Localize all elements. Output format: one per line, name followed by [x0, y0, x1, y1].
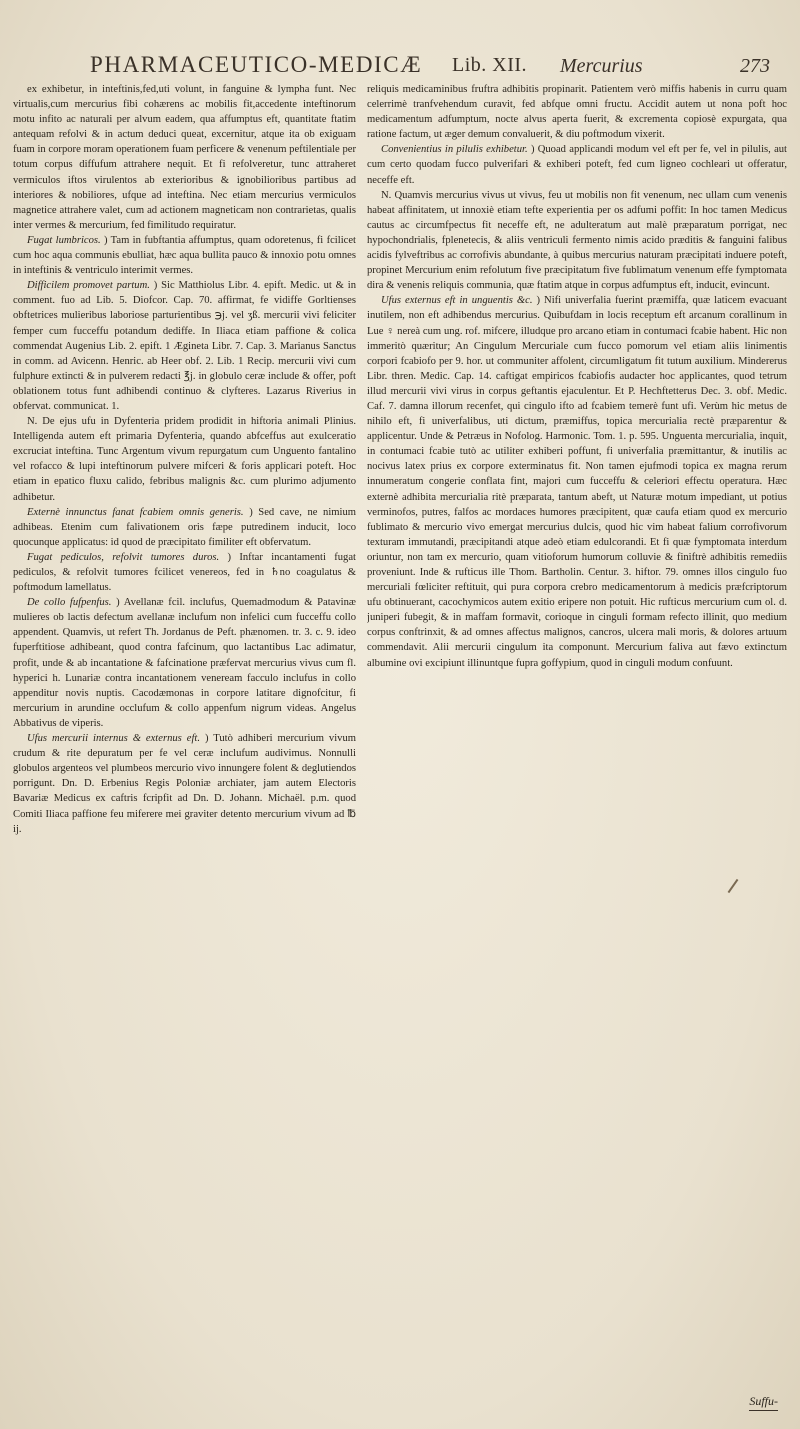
page-header — [90, 50, 780, 82]
section-topic: Mercurius — [560, 55, 643, 77]
paragraph-lead: Convenientius in pilulis exhibetur. — [381, 144, 528, 156]
paragraph-lead: Ufus mercurii internus & externus eft. — [27, 733, 200, 745]
left-column — [13, 82, 356, 1392]
right-column — [367, 82, 787, 1392]
paragraph: De collo fufpenfus. ) Avellanæ fcil. inclufus, Quemadmodum & Patavinæ mulieres ob lactis defectum avellanæ inclufum non infelici cum fucceffu collo appendent. Quamvis, ut refert Th. Jordanus de Peft. phænomen. tr. 3. c. 9. ideo fuperftitiose adhibeant, quod contra fafcinum, quo lactantibus Lac adimatur, profit, unde & ab incantatione & fafcinatione præfervat mercurius vivus cum fl. hyperici h. Lunariæ contra incantationem veneream facculo inclufus in collo appenditur novis nuptis. Cacodæmonas in corpore latitare dignofcitur, fi mercurium in arundine occlufum & collo appenfum nigrum videas. Angelus Abbativus de viperis. — [13, 597, 356, 729]
paragraph: Ufus mercurii internus & externus eft. ) Tutò adhiberi mercurium vivum crudum & rite depuratum per fe vel ceræ inclufum audivimus. Nonnulli globulos argenteos vel plumbeos mercurio vivo innungere folent & deglutiendos porrigunt. Dn. D. Erbenius Regis Poloniæ archiater, jam autem Electoris Bavariæ Medicus ex caftris fcripfit ad Dn. D. Johann. Michaël. p.m. quod Comiti Iliaca paffione feu miferere mei graviter detento mercurium vivum ad ℔ ij. — [13, 733, 356, 835]
book-number: Lib. XII. — [452, 54, 528, 76]
paragraph-lead: Fugat lumbricos. — [27, 234, 101, 246]
running-title: PHARMACEUTICO-MEDICÆ — [90, 52, 423, 77]
paragraph-lead: Ufus externus eft in unguentis &c. — [381, 295, 533, 307]
paragraph: Difficilem promovet partum. ) Sic Matthiolus Libr. 4. epift. Medic. ut & in comment. fuo ad Lib. 5. Diofcor. Cap. 70. affirmat, fe vidiffe Gorltienses obftetrices mulieribus laboriose parturientibus ℈j. vel ʒß. mercurii vivi feliciter femper cum fucceffu potandum dediffe. In Iliaca etiam paffione & colica commendat Augenius Lib. 2. epift. 1 Ægineta Libr. 7. Cap. 3. Marianus Sanctus in comm. ad Avicenn. Henric. ab Heer obf. 2. Lib. 1 Recip. mercurii vivi cum fulphure extincti & in pulverem redacti ℥j. in globulo ceræ include & offer, poft oblationem totus funt adhibendi continuo & clyfteres. Lazarus Riverius in obfervat. communicat. 1. — [13, 280, 356, 412]
catchword: Suffu- — [749, 1394, 778, 1411]
paragraph: ex exhibetur, in inteftinis,fed,uti volunt, in fanguine & lympha funt. Nec virtualis,cum mercurius fibi cohærens ac mobilis fit,accedente inteftinorum motu infito ac naturali per alvum eadem, qua affumptus eft, quantitate ftatim antequam refolvi & in actum deduci queat, excernitur, atque ita ob exiguam fuam in corpore moram operationem fuam perficere & venenum peftilentiale per totum corpus diffufum attrahere nequit. Et fi refolveretur, tunc attraheret vermiculos iftos virulentos ab exterioribus & ignobilioribus partibus ad interiores & nobiliores, ufque ad inteftina. Nec etiam mercurius vermiculos magnetice attrahere valet, cum ad actionem magneticam non contrarietas, qualis inter vermes & mercurium, fed fimilitudo requiratur. — [13, 84, 356, 231]
paragraph-lead: De collo fufpenfus. — [27, 597, 112, 609]
paragraph-lead: Difficilem promovet partum. — [27, 280, 150, 292]
paragraph: Convenientius in pilulis exhibetur. ) Quoad applicandi modum vel eft per fe, vel in pilulis, aut cum certo quodam fucco pulverifari & exhiberi poteft, fed cum ligneo cochleari ut offeratur, neceffe eft. — [367, 144, 787, 186]
paragraph: N. De ejus ufu in Dyfenteria pridem prodidit in hiftoria animali Plinius. Intelligenda autem eft primaria Dyfenteria, quando abfceffus aut exulceratio excruciat inteftina. Tunc Argentum vivum repurgatum cum Unguento fantalino vel rofacco & lupi inteftinorum pulvere mifceri & foris applicari poteft. Hoc etiam in epatico fluxu calido, febribus malignis &c. cum plurimo adjumento adhibetur. — [13, 416, 356, 503]
paragraph: Ufus externus eft in unguentis &c. ) Nifi univerfalia fuerint præmiffa, quæ laticem evacuant inutilem, non eft adhibendus mercurius. Quibufdam in locis receptum eft arcanum corallinum in Lue ♀ nereà cum ung. rof. mifcere, illudque pro arcano etiam in contumaci fcabie habent. Hic non immeritò quæritur; An Cingulum Mercuriale cum fucco pomorum vel etiam aliis linimentis corpori fcabiofo per 9. hor. ut communiter affolent, circumligatum fit tutum auxilium. Mindererus Libr. thren. Medic. Cap. 14. caftigat empiricos fcabiofis audacter hoc applicantes, quod tetrum illud mercurii vivi virus in corpus geftantis ejaculentur. Et P. Hechftetterus Dec. 3. obf. Medic. Caf. 7. damna illorum recenfet, qui cingulo ifto ad fcabiem temerè funt ufi. Verùm hic metus de nihilo eft, fi univerfalibus, uti dictum, præmiffus, topica mercurialia rectè præparentur & applicentur. Unde & Petræus in Nofolog. Harmonic. Tom. 1. p. 595. Unguenta mercurialia, inquit, in contumaci fcabie tutò ac utiliter exhiberi poffunt, fi univerfalia præmittantur, & inutilis ac nocivus latex prius ex corpore exterminatus fit. Non tamen ejufmodi topica ex magna rerum innumeratum congerie conflata fint, majori cum fucceffu & celeriori effectu operatura. Hæc externè adhibita mercurialia ritè præparata, tantum abeft, ut Naturæ motum impediant, ut potius verminofos, putres, falfos ac mordaces humores præcipitent, quæ caufa etiam quod ex mercurio fublimato & mercurio vivo emergat mercurius dulcis, quod hic vim habeat falium corrofivorum texturam immutandi, præcipitandi atque adeò etiam edulcorandi. Et fi quæ fymptomata interdum oriuntur, non tam ex mercurio, quam vitioforum humorum colluvie & finiftrè adhibitis remediis proveniunt. Inde & rufticus ille Thom. Bartholin. Centur. 3. hiftor. 79. omnes illos cingulo fuo mercuriali fœliciter reftituit, qui pura corpora crebro medicamentorum à medicis præfcriptorum ufu obtinuerant, cacochymicos autem exitio eripere non potuit. Hic rufticus mercurium cum ol. d. juniperi fubegit, & in maffam formavit, corioque in cinguli formam refecto illinit, quo medium corpus conftrinxit, & ad omnes affectus malignos, cancros, ulcera mali moris, & dolores artuum commendavit. Alii mercurii cingulum ita componunt. Mercurium faliva aut fævo extinctum albumine ovi excipiunt illinuntque fupra goffypium, quod in cinguli modum confuunt. — [367, 295, 787, 669]
paragraph: N. Quamvis mercurius vivus ut vivus, feu ut mobilis non fit venenum, nec ullam cum venenis habeat affinitatem, ut innoxiè etiam tefte experientia per os adfumi poffit: In hoc tamen Medicus cautus ac circumfpectus fit neceffe eft, ne adulteratum aut malè præparatum porrigat, nec hypochondrialis, fplenetecis, & aliis ventriculi fermento nimis acido præditis & fanguini falibus acidis fylveftribus ac corrofivis abundante, à quibus mercurius naturam præcipitati induere poteft, propinet Mercurium enim refolutum five præcipitatum five fublimatum venenum effe fymptomata dira & venenis reliquis communia, quæ ftatim atque in corpus adfumptus eft, inducit, evincunt. — [367, 189, 787, 292]
paragraph-lead: Externè innunctus fanat fcabiem omnis generis. — [27, 506, 244, 518]
paragraph-lead: Fugat pediculos, refolvit tumores duros. — [27, 551, 220, 563]
paragraph: reliquis medicaminibus fruftra adhibitis propinarit. Patientem verò miffis habenis in curru quam celerrimè tranfvehendum curavit, fed abfque omni fructu. Accidit autem ut nona poft hoc medicamentum adfumptum, nocte alvus aperta fuerit, & excrementa copiosè expurgata, qua ratione factum, ut æger demum convaluerit, & diu poftmodum vixerit. — [367, 84, 787, 141]
paragraph: Fugat pediculos, refolvit tumores duros. ) Inftar incantamenti fugat pediculos, & refolvit tumores fcilicet venereos, fed in ♄no coagulatus & poftmodum lamellatus. — [13, 551, 356, 594]
page-number: 273 — [740, 55, 770, 77]
paragraph: Externè innunctus fanat fcabiem omnis generis. ) Sed cave, ne nimium adhibeas. Etenim cum falivationem oris fæpe putredinem inducit, loco quocunque applicatus: id quod de præcipitato fimiliter eft obfervatum. — [13, 506, 356, 548]
paragraph: Fugat lumbricos. ) Tam in fubftantia affumptus, quam odoretenus, fi fcilicet cum hoc aqua communis ebulliat, hæc aqua bullita pauco & innoxio potu omnes in inteftinis & ventriculo interimit vermes. — [13, 234, 356, 277]
